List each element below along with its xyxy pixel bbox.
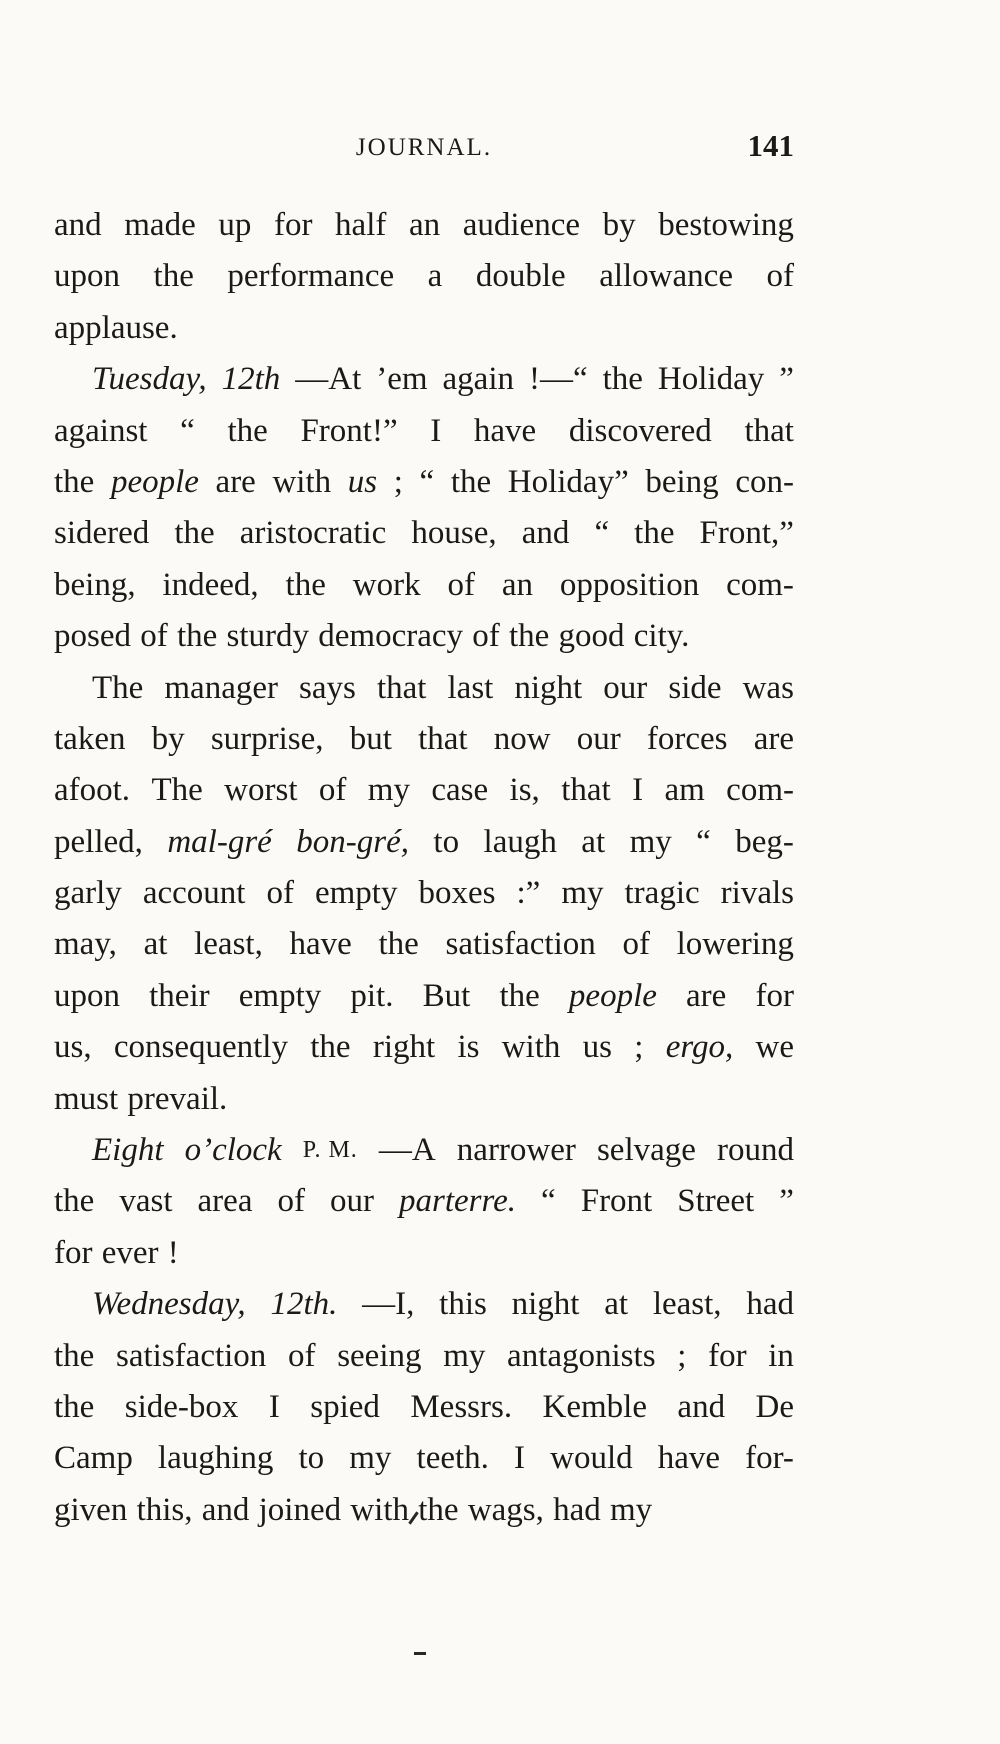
word: the bbox=[602, 361, 643, 398]
word: forces bbox=[646, 720, 728, 757]
word: garly bbox=[54, 875, 122, 912]
word: now bbox=[493, 720, 551, 757]
word: my bbox=[443, 1337, 486, 1374]
word: Street bbox=[677, 1183, 755, 1220]
word: pelled, bbox=[54, 823, 143, 860]
word: of bbox=[288, 1337, 316, 1374]
word: says bbox=[299, 669, 356, 706]
running-head: JOURNAL. bbox=[355, 134, 493, 161]
word: night bbox=[511, 1286, 580, 1323]
text-line bbox=[54, 251, 794, 302]
word: the bbox=[378, 926, 419, 963]
word: had bbox=[746, 1286, 794, 1323]
word: had bbox=[553, 1491, 601, 1528]
word: by bbox=[602, 207, 636, 243]
word: ever bbox=[101, 1234, 159, 1271]
word: the bbox=[54, 1388, 95, 1425]
text-line bbox=[54, 303, 794, 354]
text-line bbox=[54, 765, 794, 816]
word: right bbox=[372, 1029, 436, 1066]
word: are bbox=[686, 977, 727, 1014]
text-line bbox=[54, 508, 794, 559]
word: ; bbox=[634, 1029, 644, 1066]
word: taken bbox=[54, 720, 126, 757]
word: selvage bbox=[596, 1132, 696, 1169]
word: for bbox=[273, 207, 313, 243]
word: com- bbox=[726, 772, 794, 809]
paragraph bbox=[54, 1125, 794, 1279]
word: for bbox=[755, 977, 794, 1014]
word: De bbox=[755, 1388, 794, 1425]
word: —I, bbox=[362, 1286, 415, 1323]
word: is bbox=[457, 1029, 480, 1066]
word: Eight bbox=[92, 1132, 164, 1169]
word: the bbox=[508, 618, 550, 655]
word: being, bbox=[54, 566, 136, 603]
text-line bbox=[54, 714, 794, 765]
word: and bbox=[54, 207, 102, 243]
word: people bbox=[568, 977, 657, 1014]
word: made bbox=[124, 207, 196, 243]
text-line bbox=[54, 1125, 794, 1176]
paragraph bbox=[54, 1279, 794, 1536]
word: mal-gré bbox=[167, 823, 272, 860]
word: consequently bbox=[113, 1029, 288, 1066]
word: Wednesday, bbox=[92, 1286, 246, 1323]
word: must bbox=[54, 1080, 119, 1117]
word: would bbox=[550, 1440, 633, 1477]
word: people bbox=[110, 463, 199, 500]
word: “ bbox=[541, 1183, 556, 1220]
word: empty bbox=[238, 977, 322, 1014]
word: —At bbox=[295, 361, 362, 398]
text-line bbox=[54, 1331, 794, 1382]
ink-mark bbox=[414, 1652, 426, 1655]
word: of bbox=[266, 875, 294, 912]
text-line bbox=[54, 1382, 794, 1433]
word: the bbox=[174, 515, 215, 552]
word: for- bbox=[745, 1440, 794, 1477]
word: that bbox=[418, 720, 468, 757]
word: the bbox=[54, 1183, 95, 1220]
word: of bbox=[622, 926, 650, 963]
word: the bbox=[153, 258, 194, 295]
text-line bbox=[54, 611, 794, 662]
word: by bbox=[151, 720, 185, 757]
word: to bbox=[433, 823, 460, 860]
word: that bbox=[561, 772, 611, 809]
word: for bbox=[708, 1337, 747, 1374]
word: my bbox=[561, 875, 604, 912]
word: with bbox=[350, 1491, 410, 1528]
word: rivals bbox=[720, 875, 794, 912]
word: ’em bbox=[376, 361, 428, 398]
word: sturdy bbox=[226, 618, 310, 655]
word: of bbox=[472, 618, 500, 655]
word: to bbox=[298, 1440, 325, 1477]
word: —A bbox=[378, 1132, 436, 1169]
word: account bbox=[142, 875, 246, 912]
word: But bbox=[422, 977, 471, 1014]
text-line bbox=[54, 919, 794, 970]
word: round bbox=[717, 1132, 794, 1169]
word: city. bbox=[633, 618, 690, 655]
text-line bbox=[54, 1074, 794, 1125]
word: aristocratic bbox=[239, 515, 387, 552]
word: with bbox=[501, 1029, 561, 1066]
word: “ bbox=[180, 412, 195, 449]
word: narrower bbox=[456, 1132, 576, 1169]
word: with bbox=[272, 463, 332, 500]
word: our bbox=[330, 1183, 374, 1220]
word: double bbox=[475, 258, 566, 295]
word: half bbox=[335, 207, 387, 243]
word: are bbox=[215, 463, 256, 500]
word: o’clock bbox=[184, 1132, 282, 1169]
word: an bbox=[501, 566, 533, 603]
word: manager bbox=[164, 669, 278, 706]
word: my bbox=[367, 772, 410, 809]
word: Kemble bbox=[542, 1388, 647, 1425]
text-line bbox=[54, 663, 794, 714]
word: given bbox=[54, 1491, 128, 1528]
word: that bbox=[744, 412, 794, 449]
word: !—“ bbox=[528, 361, 588, 398]
word: “ bbox=[594, 515, 610, 552]
word: night bbox=[514, 669, 583, 706]
word: ergo, bbox=[665, 1029, 734, 1066]
word: at bbox=[143, 926, 168, 963]
word: bon-gré, bbox=[296, 823, 409, 860]
word: up bbox=[218, 207, 252, 243]
page-number: 141 bbox=[747, 128, 794, 163]
word: boxes bbox=[418, 875, 496, 912]
word: at bbox=[604, 1286, 629, 1323]
word: is, bbox=[509, 772, 540, 809]
word: “ bbox=[419, 463, 435, 500]
word: of bbox=[277, 1183, 305, 1220]
word: least, bbox=[194, 926, 263, 963]
word: Holiday bbox=[657, 361, 765, 398]
word: Front bbox=[580, 1183, 653, 1220]
paragraph bbox=[54, 354, 794, 662]
word: the bbox=[450, 463, 492, 500]
word: seeing bbox=[337, 1337, 422, 1374]
word: Front,” bbox=[699, 515, 794, 552]
word: I bbox=[268, 1388, 280, 1425]
word: spied bbox=[310, 1388, 380, 1425]
word: upon bbox=[54, 977, 120, 1014]
word: the bbox=[227, 412, 268, 449]
word: satisfaction bbox=[116, 1337, 267, 1374]
word: parterre. bbox=[399, 1183, 517, 1220]
word: indeed, bbox=[162, 566, 259, 603]
word: side-box bbox=[124, 1388, 239, 1425]
word: may, bbox=[54, 926, 117, 963]
word: us, bbox=[54, 1029, 92, 1066]
word: the bbox=[499, 977, 540, 1014]
word: my bbox=[629, 823, 672, 860]
word: ” bbox=[779, 361, 794, 398]
word: area bbox=[197, 1183, 253, 1220]
word: the bbox=[310, 1029, 351, 1066]
text-line bbox=[54, 971, 794, 1022]
word: allowance bbox=[599, 258, 733, 295]
word: and bbox=[201, 1491, 250, 1528]
word: have bbox=[289, 926, 352, 963]
word: bestowing bbox=[658, 207, 794, 243]
word: house, bbox=[411, 515, 497, 552]
word: performance bbox=[227, 258, 395, 295]
text-line bbox=[54, 1485, 794, 1536]
word: tragic bbox=[624, 875, 700, 912]
word: are bbox=[753, 720, 794, 757]
word: their bbox=[149, 977, 210, 1014]
word: I bbox=[632, 772, 644, 809]
word: prevail. bbox=[127, 1080, 228, 1117]
word: side bbox=[668, 669, 722, 706]
word: antagonists bbox=[507, 1337, 656, 1374]
word: this bbox=[439, 1286, 487, 1323]
word: democracy bbox=[318, 618, 464, 655]
paragraph bbox=[54, 200, 794, 354]
text-line bbox=[54, 457, 794, 508]
word: the bbox=[418, 1491, 459, 1528]
word: work bbox=[352, 566, 421, 603]
word: least, bbox=[652, 1286, 722, 1323]
text-line bbox=[54, 1176, 794, 1227]
word: but bbox=[349, 720, 392, 757]
text-line bbox=[54, 1279, 794, 1330]
word: of bbox=[766, 258, 794, 295]
word: the bbox=[285, 566, 326, 603]
word: empty bbox=[314, 875, 398, 912]
word: :” bbox=[516, 875, 541, 912]
word: case bbox=[431, 772, 489, 809]
word: con- bbox=[735, 463, 794, 500]
word: am bbox=[664, 772, 705, 809]
word: of bbox=[318, 772, 347, 809]
word: opposition bbox=[559, 566, 700, 603]
word: that bbox=[376, 669, 427, 706]
word: my bbox=[349, 1440, 392, 1477]
word: in bbox=[768, 1337, 794, 1374]
word: beg- bbox=[735, 823, 794, 860]
word: ; bbox=[677, 1337, 687, 1374]
text-line bbox=[54, 868, 794, 919]
word: ! bbox=[167, 1234, 179, 1271]
word: pit. bbox=[350, 977, 394, 1014]
word: us bbox=[582, 1029, 612, 1066]
word: worst bbox=[224, 772, 298, 809]
word: Front!” bbox=[300, 412, 398, 449]
word: lowering bbox=[676, 926, 794, 963]
word: 12th. bbox=[270, 1286, 338, 1323]
word: com- bbox=[726, 566, 794, 603]
word: the bbox=[176, 618, 218, 655]
word: afoot. bbox=[54, 772, 131, 809]
word: laughing bbox=[157, 1440, 274, 1477]
word: The bbox=[151, 772, 203, 809]
word: being bbox=[645, 463, 719, 500]
word: the bbox=[54, 463, 95, 500]
word: Holiday” bbox=[507, 463, 629, 500]
word: for bbox=[54, 1234, 93, 1271]
word: ” bbox=[779, 1183, 794, 1220]
word: and bbox=[677, 1388, 726, 1425]
word: wags, bbox=[467, 1491, 544, 1528]
word: upon bbox=[54, 258, 120, 295]
word: was bbox=[742, 669, 794, 706]
word: my bbox=[610, 1491, 653, 1528]
word: audience bbox=[462, 207, 580, 243]
word: posed bbox=[54, 618, 131, 655]
word: sidered bbox=[54, 515, 150, 552]
paragraph bbox=[54, 663, 794, 1126]
word: I bbox=[514, 1440, 526, 1477]
word: Messrs. bbox=[410, 1388, 513, 1425]
word: I bbox=[430, 412, 442, 449]
text-line bbox=[54, 817, 794, 868]
word: we bbox=[755, 1029, 794, 1066]
word: laugh bbox=[483, 823, 557, 860]
word: satisfaction bbox=[445, 926, 596, 963]
word: and bbox=[521, 515, 570, 552]
word: of bbox=[140, 618, 168, 655]
word: last bbox=[447, 669, 494, 706]
word: again bbox=[442, 361, 514, 398]
word: Camp bbox=[54, 1440, 133, 1477]
text-line bbox=[54, 354, 794, 405]
word: teeth. bbox=[416, 1440, 489, 1477]
text-line bbox=[54, 560, 794, 611]
word: have bbox=[473, 412, 537, 449]
word: The bbox=[92, 669, 144, 706]
word: surprise, bbox=[210, 720, 324, 757]
text-line bbox=[54, 1228, 794, 1279]
word: applause. bbox=[54, 309, 178, 346]
word: Tuesday, bbox=[92, 361, 207, 398]
word: a bbox=[427, 258, 443, 295]
word: this, bbox=[136, 1491, 193, 1528]
word: ; bbox=[393, 463, 403, 500]
word: discovered bbox=[568, 412, 712, 449]
word: vast bbox=[119, 1183, 173, 1220]
body-text bbox=[54, 200, 794, 1536]
word: an bbox=[408, 207, 441, 243]
word: joined bbox=[258, 1491, 342, 1528]
word: of bbox=[447, 566, 475, 603]
word: us bbox=[347, 463, 378, 500]
text-line bbox=[54, 200, 794, 251]
word: the bbox=[634, 515, 675, 552]
word: against bbox=[54, 412, 148, 449]
word: have bbox=[657, 1440, 720, 1477]
word: our bbox=[603, 669, 648, 706]
word: 12th bbox=[221, 361, 281, 398]
word: “ bbox=[696, 823, 711, 860]
word: at bbox=[581, 823, 606, 860]
text-line bbox=[54, 1433, 794, 1484]
word: our bbox=[576, 720, 621, 757]
word: the bbox=[54, 1337, 95, 1374]
word: P. M. bbox=[302, 1137, 358, 1164]
text-line bbox=[54, 1022, 794, 1073]
page-header bbox=[54, 128, 794, 168]
text-line bbox=[54, 406, 794, 457]
word: good bbox=[558, 618, 625, 655]
